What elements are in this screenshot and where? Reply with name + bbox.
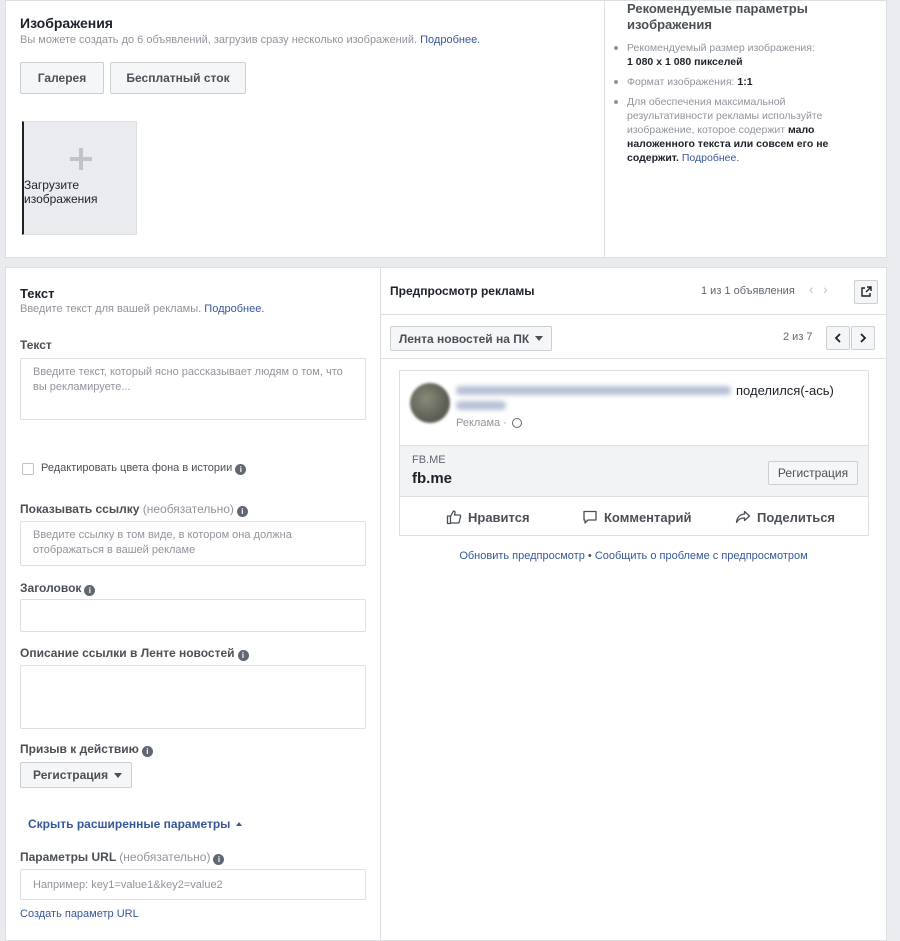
- cta-dropdown[interactable]: Регистрация: [20, 762, 132, 788]
- placement-dropdown[interactable]: Лента новостей на ПК: [390, 326, 552, 351]
- images-section: [6, 1, 604, 257]
- list-item: Рекомендуемый размер изображения: 1 080 x 1 080 пикселей: [627, 41, 868, 69]
- external-link-icon: [860, 286, 872, 298]
- upload-images-dropzone[interactable]: [22, 121, 137, 235]
- recommendations-title: Рекомендуемые параметры изображения: [627, 1, 808, 32]
- text-field-label: Текст: [20, 338, 52, 352]
- list-item: Формат изображения: 1:1: [627, 75, 868, 89]
- divider: [381, 358, 886, 359]
- text-panel: [5, 267, 380, 941]
- info-icon[interactable]: i: [84, 585, 95, 596]
- recommendations-more-link[interactable]: Подробнее.: [681, 152, 740, 164]
- blurred-page-name: [456, 401, 506, 410]
- sponsored-label: Реклама ·: [456, 417, 507, 429]
- report-problem-link[interactable]: Сообщить о проблеме с предпросмотром: [594, 550, 808, 562]
- recommendations-section: [604, 1, 886, 257]
- headline-input[interactable]: [20, 599, 366, 632]
- plus-icon: [70, 148, 92, 170]
- text-more-link[interactable]: Подробнее.: [204, 303, 265, 315]
- url-params-label: Параметры URL (необязательно) i: [20, 850, 224, 865]
- preview-title: Предпросмотр рекламы: [390, 284, 535, 298]
- hide-advanced-toggle[interactable]: Скрыть расширенные параметры: [28, 817, 242, 831]
- free-stock-button[interactable]: Бесплатный сток: [110, 62, 246, 94]
- chevron-right-icon: [859, 333, 867, 343]
- text-section-subtitle: Введите текст для вашей рекламы. Подробнее.: [20, 303, 265, 315]
- show-link-label: Показывать ссылку (необязательно) i: [20, 502, 248, 517]
- list-item: Для обеспечения максимальной результативности рекламы используйте изображение, которое содержит мало наложенного текста или совсем его не содержит. Подробнее.: [627, 95, 868, 165]
- globe-icon: [512, 418, 522, 428]
- avatar: [410, 383, 450, 423]
- divider: [381, 314, 886, 315]
- share-icon: [735, 509, 751, 525]
- comment-button[interactable]: Комментарий: [582, 509, 692, 525]
- recommendations-list: [627, 41, 868, 165]
- prev-placement-button[interactable]: [826, 326, 850, 350]
- shared-text: поделился(-ась): [736, 383, 834, 398]
- open-external-button[interactable]: [854, 280, 878, 304]
- placement-counter: 2 из 7: [783, 331, 813, 343]
- ad-counter: 1 из 1 объявления: [701, 285, 795, 297]
- story-bg-label: Редактировать цвета фона в истории i: [41, 462, 246, 475]
- caret-up-icon: [236, 822, 242, 826]
- info-icon[interactable]: i: [213, 854, 224, 865]
- description-input[interactable]: [20, 665, 366, 729]
- images-subtitle: Вы можете создать до 6 объявлений, загрузив сразу несколько изображений. Подробнее.: [20, 34, 481, 46]
- comment-icon: [582, 509, 598, 525]
- info-icon[interactable]: i: [237, 506, 248, 517]
- story-bg-checkbox[interactable]: [22, 463, 34, 475]
- upload-images-label: Загрузите изображения: [24, 178, 98, 206]
- info-icon[interactable]: i: [142, 746, 153, 757]
- ad-preview-card: [399, 370, 869, 536]
- info-icon[interactable]: i: [235, 464, 246, 475]
- create-url-param-link[interactable]: Создать параметр URL: [20, 908, 139, 920]
- ad-cta-button[interactable]: Регистрация: [768, 461, 858, 485]
- ad-domain-caption: FB.ME: [412, 454, 446, 466]
- refresh-preview-link[interactable]: Обновить предпросмотр: [459, 550, 585, 562]
- images-panel: [5, 0, 887, 258]
- gallery-button[interactable]: Галерея: [20, 62, 104, 94]
- next-placement-button[interactable]: [851, 326, 875, 350]
- ad-link-area[interactable]: [400, 445, 868, 497]
- blurred-page-name: [456, 386, 731, 395]
- show-link-input[interactable]: Введите ссылку в том виде, в котором она должна отображаться в вашей рекламе: [20, 521, 366, 566]
- chevron-left-icon: [834, 333, 842, 343]
- info-icon[interactable]: i: [238, 650, 249, 661]
- text-input[interactable]: Введите текст, который ясно рассказывает людям о том, что вы рекламируете...: [20, 358, 366, 420]
- cta-label: Призыв к действию i: [20, 742, 153, 757]
- caret-down-icon: [535, 336, 543, 341]
- prev-ad-icon[interactable]: ‹: [809, 281, 814, 297]
- preview-panel: [380, 267, 887, 941]
- images-more-link[interactable]: Подробнее.: [420, 34, 481, 46]
- url-params-input[interactable]: Например: key1=value1&key2=value2: [20, 869, 366, 900]
- headline-label: Заголовок i: [20, 581, 95, 596]
- share-button[interactable]: Поделиться: [735, 509, 835, 525]
- preview-footer: Обновить предпросмотр • Сообщить о проблеме с предпросмотром: [459, 550, 808, 562]
- next-ad-icon[interactable]: ›: [823, 281, 828, 297]
- ad-domain: fb.me: [412, 470, 453, 487]
- like-button[interactable]: Нравится: [446, 509, 530, 525]
- text-section-title: Текст: [20, 286, 55, 301]
- thumbs-up-icon: [446, 509, 462, 525]
- description-label: Описание ссылки в Ленте новостей i: [20, 646, 249, 661]
- caret-down-icon: [114, 773, 122, 778]
- images-title: Изображения: [20, 15, 113, 31]
